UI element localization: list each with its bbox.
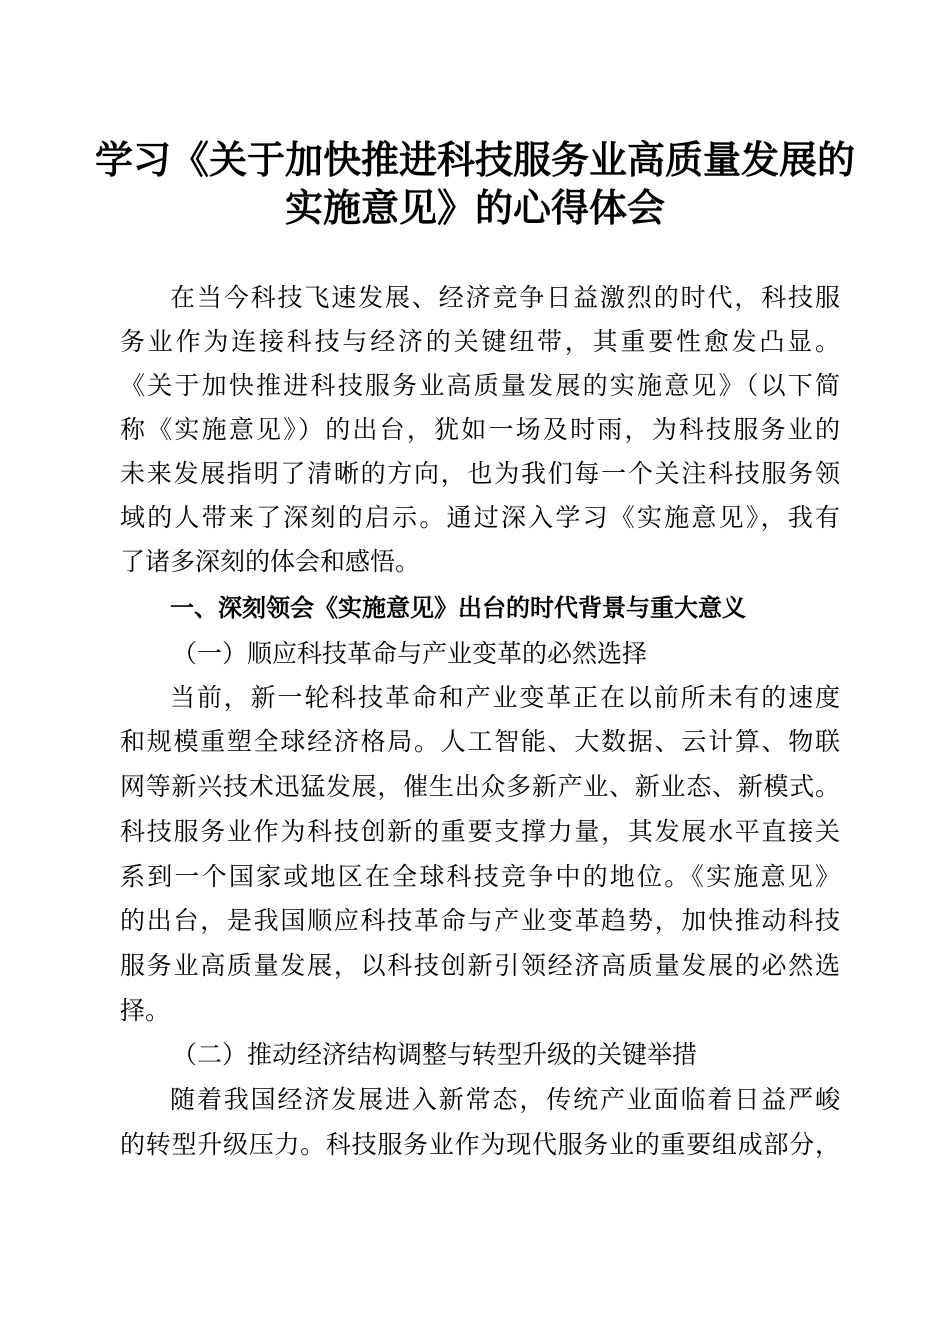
paragraph-line: 择。 xyxy=(120,996,171,1025)
subsection-1-heading: （一）顺应科技革命与产业变革的必然选择 xyxy=(172,639,648,668)
intro-line: 域的人带来了深刻的启示。通过深入学习《实施意见》，我有 xyxy=(120,503,840,532)
intro-line: 《关于加快推进科技服务业高质量发展的实施意见》（以下简 xyxy=(120,371,840,400)
paragraph-line: 网等新兴技术迅猛发展，催生出众多新产业、新业态、新模式。 xyxy=(120,772,840,801)
paragraph-line: 和规模重塑全球经济格局。人工智能、大数据、云计算、物联 xyxy=(120,727,840,756)
document-title-line-2: 实施意见》的心得体会 xyxy=(284,185,665,230)
paragraph-line: 的出台，是我国顺应科技革命与产业变革趋势，加快推动科技 xyxy=(120,906,840,935)
subsection-2-heading: （二）推动经济结构调整与转型升级的关键举措 xyxy=(172,1040,698,1069)
paragraph-line: 服务业高质量发展，以科技创新引领经济高质量发展的必然选 xyxy=(120,951,840,980)
paragraph-line: 随着我国经济发展进入新常态，传统产业面临着日益严峻 xyxy=(170,1085,840,1114)
intro-line: 了诸多深刻的体会和感悟。 xyxy=(120,547,421,576)
intro-line: 未来发展指明了清晰的方向，也为我们每一个关注科技服务领 xyxy=(120,459,840,488)
paragraph-line: 当前，新一轮科技革命和产业变革正在以前所未有的速度 xyxy=(170,683,840,712)
intro-line: 称《实施意见》）的出台，犹如一场及时雨，为科技服务业的 xyxy=(120,415,840,444)
document-title-line-1: 学习《关于加快推进科技服务业高质量发展的 xyxy=(94,137,855,182)
paragraph-line: 的转型升级压力。科技服务业作为现代服务业的重要组成部分， xyxy=(120,1130,840,1159)
intro-line: 务业作为连接科技与经济的关键纽带，其重要性愈发凸显。 xyxy=(120,327,840,356)
paragraph-line: 系到一个国家或地区在全球科技竞争中的地位。《实施意见》 xyxy=(120,862,840,891)
intro-line: 在当今科技飞速发展、经济竞争日益激烈的时代，科技服 xyxy=(170,283,840,312)
section-1-heading: 一、深刻领会《实施意见》出台的时代背景与重大意义 xyxy=(170,594,746,622)
paragraph-line: 科技服务业作为科技创新的重要支撑力量，其发展水平直接关 xyxy=(120,817,840,846)
